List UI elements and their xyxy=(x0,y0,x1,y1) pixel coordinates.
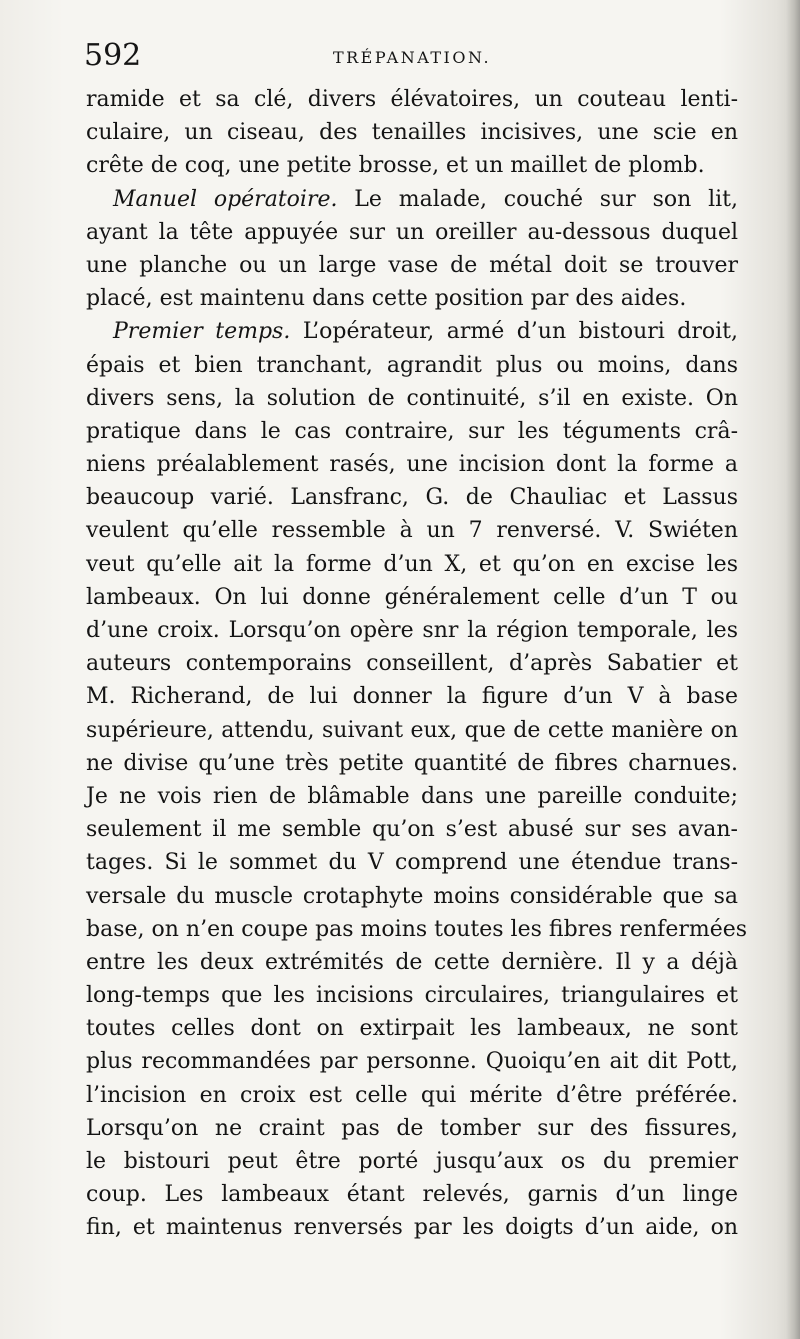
italic-lead-manuel: Manuel opératoire. xyxy=(113,186,338,212)
text-line-8-rest: L’opérateur, armé d’un bistouri droit, xyxy=(302,319,739,345)
page-header xyxy=(84,38,740,78)
text-line-1: ramide et sa clé, divers élévatoires, un couteau lenti- xyxy=(86,87,738,112)
body-text xyxy=(86,83,748,1245)
text-line-27: entre les deux extrémités de cette dernière. Il y a déjà xyxy=(86,949,738,975)
page-edge-shadow xyxy=(786,0,800,1339)
running-title: TRÉPANATION. xyxy=(332,48,492,67)
text-line-9: épais et bien tranchant, agrandit plus ou moins, dans xyxy=(86,352,738,378)
page-number: 592 xyxy=(84,38,142,73)
text-line-32: Lorsqu’on ne craint pas de tomber sur des fissures, xyxy=(86,1115,738,1141)
text-line-12: niens préalablement rasés, une incision dont la forme a xyxy=(86,452,738,478)
text-line-4 xyxy=(86,183,738,216)
text-line-19: M. Richerand, de lui donner la figure d’un V à base xyxy=(86,684,738,710)
text-line-13: beaucoup varié. Lansfranc, G. de Chauliac et Lassus xyxy=(86,485,738,511)
text-line-24: tages. Si le sommet du V comprend une étendue trans- xyxy=(86,850,738,876)
italic-lead-premier: Premier temps. xyxy=(113,319,291,345)
text-line-21: ne divise qu’une très petite quantité de fibres charnues. xyxy=(86,750,738,776)
text-line-17: d’une croix. Lorsqu’on opère snr la région temporale, les xyxy=(86,618,738,643)
text-line-3: crête de coq, une petite brosse, et un maillet de plomb. xyxy=(86,153,705,179)
text-line-30: plus recommandées par personne. Quoiqu’en ait dit Pott, xyxy=(86,1049,738,1075)
text-line-7: placé, est maintenu dans cette position par des aides. xyxy=(86,286,687,312)
text-line-4-rest: Le malade, couché sur son lit, xyxy=(354,186,738,212)
text-line-5: ayant la tête appuyée sur un oreiller au-dessous duquel xyxy=(86,219,738,245)
text-line-8 xyxy=(86,315,738,348)
text-line-29: toutes celles dont on extirpait les lambeaux, ne sont xyxy=(86,1016,738,1042)
text-line-31: l’incision en croix est celle qui mérite d’être préférée. xyxy=(86,1082,738,1108)
text-line-2: culaire, un ciseau, des tenailles incisives, une scie en xyxy=(86,120,738,146)
text-line-10: divers sens, la solution de continuité, s’il en existe. On xyxy=(86,385,738,411)
text-line-35: fin, et maintenus renversés par les doigts d’un aide, on xyxy=(86,1215,738,1241)
text-line-28: long-temps que les incisions circulaires, triangulaires et xyxy=(86,983,738,1009)
text-line-34: coup. Les lambeaux étant relevés, garnis d’un linge xyxy=(86,1182,738,1208)
text-line-15: veut qu’elle ait la forme d’un X, et qu’on en excise les xyxy=(86,551,738,577)
text-line-16: lambeaux. On lui donne généralement celle d’un T ou xyxy=(86,584,738,610)
text-line-18: auteurs contemporains conseillent, d’après Sabatier et xyxy=(86,651,738,677)
text-line-25: versale du muscle crotaphyte moins considérable que sa xyxy=(86,883,738,909)
text-line-20: supérieure, attendu, suivant eux, que de cette manière on xyxy=(86,717,738,743)
text-line-23: seulement il me semble qu’on s’est abusé sur ses avan- xyxy=(86,817,738,843)
text-line-11: pratique dans le cas contraire, sur les téguments crâ- xyxy=(86,418,738,444)
text-line-33: le bistouri peut être porté jusqu’aux os du premier xyxy=(86,1149,738,1174)
text-line-26: base, on n’en coupe pas moins toutes les fibres renfermées xyxy=(86,916,748,942)
text-line-14: veulent qu’elle ressemble à un 7 renversé. V. Swiéten xyxy=(86,518,738,544)
text-line-22: Je ne vois rien de blâmable dans une pareille conduite; xyxy=(86,783,738,809)
text-line-6: une planche ou un large vase de métal doit se trouver xyxy=(86,252,738,278)
